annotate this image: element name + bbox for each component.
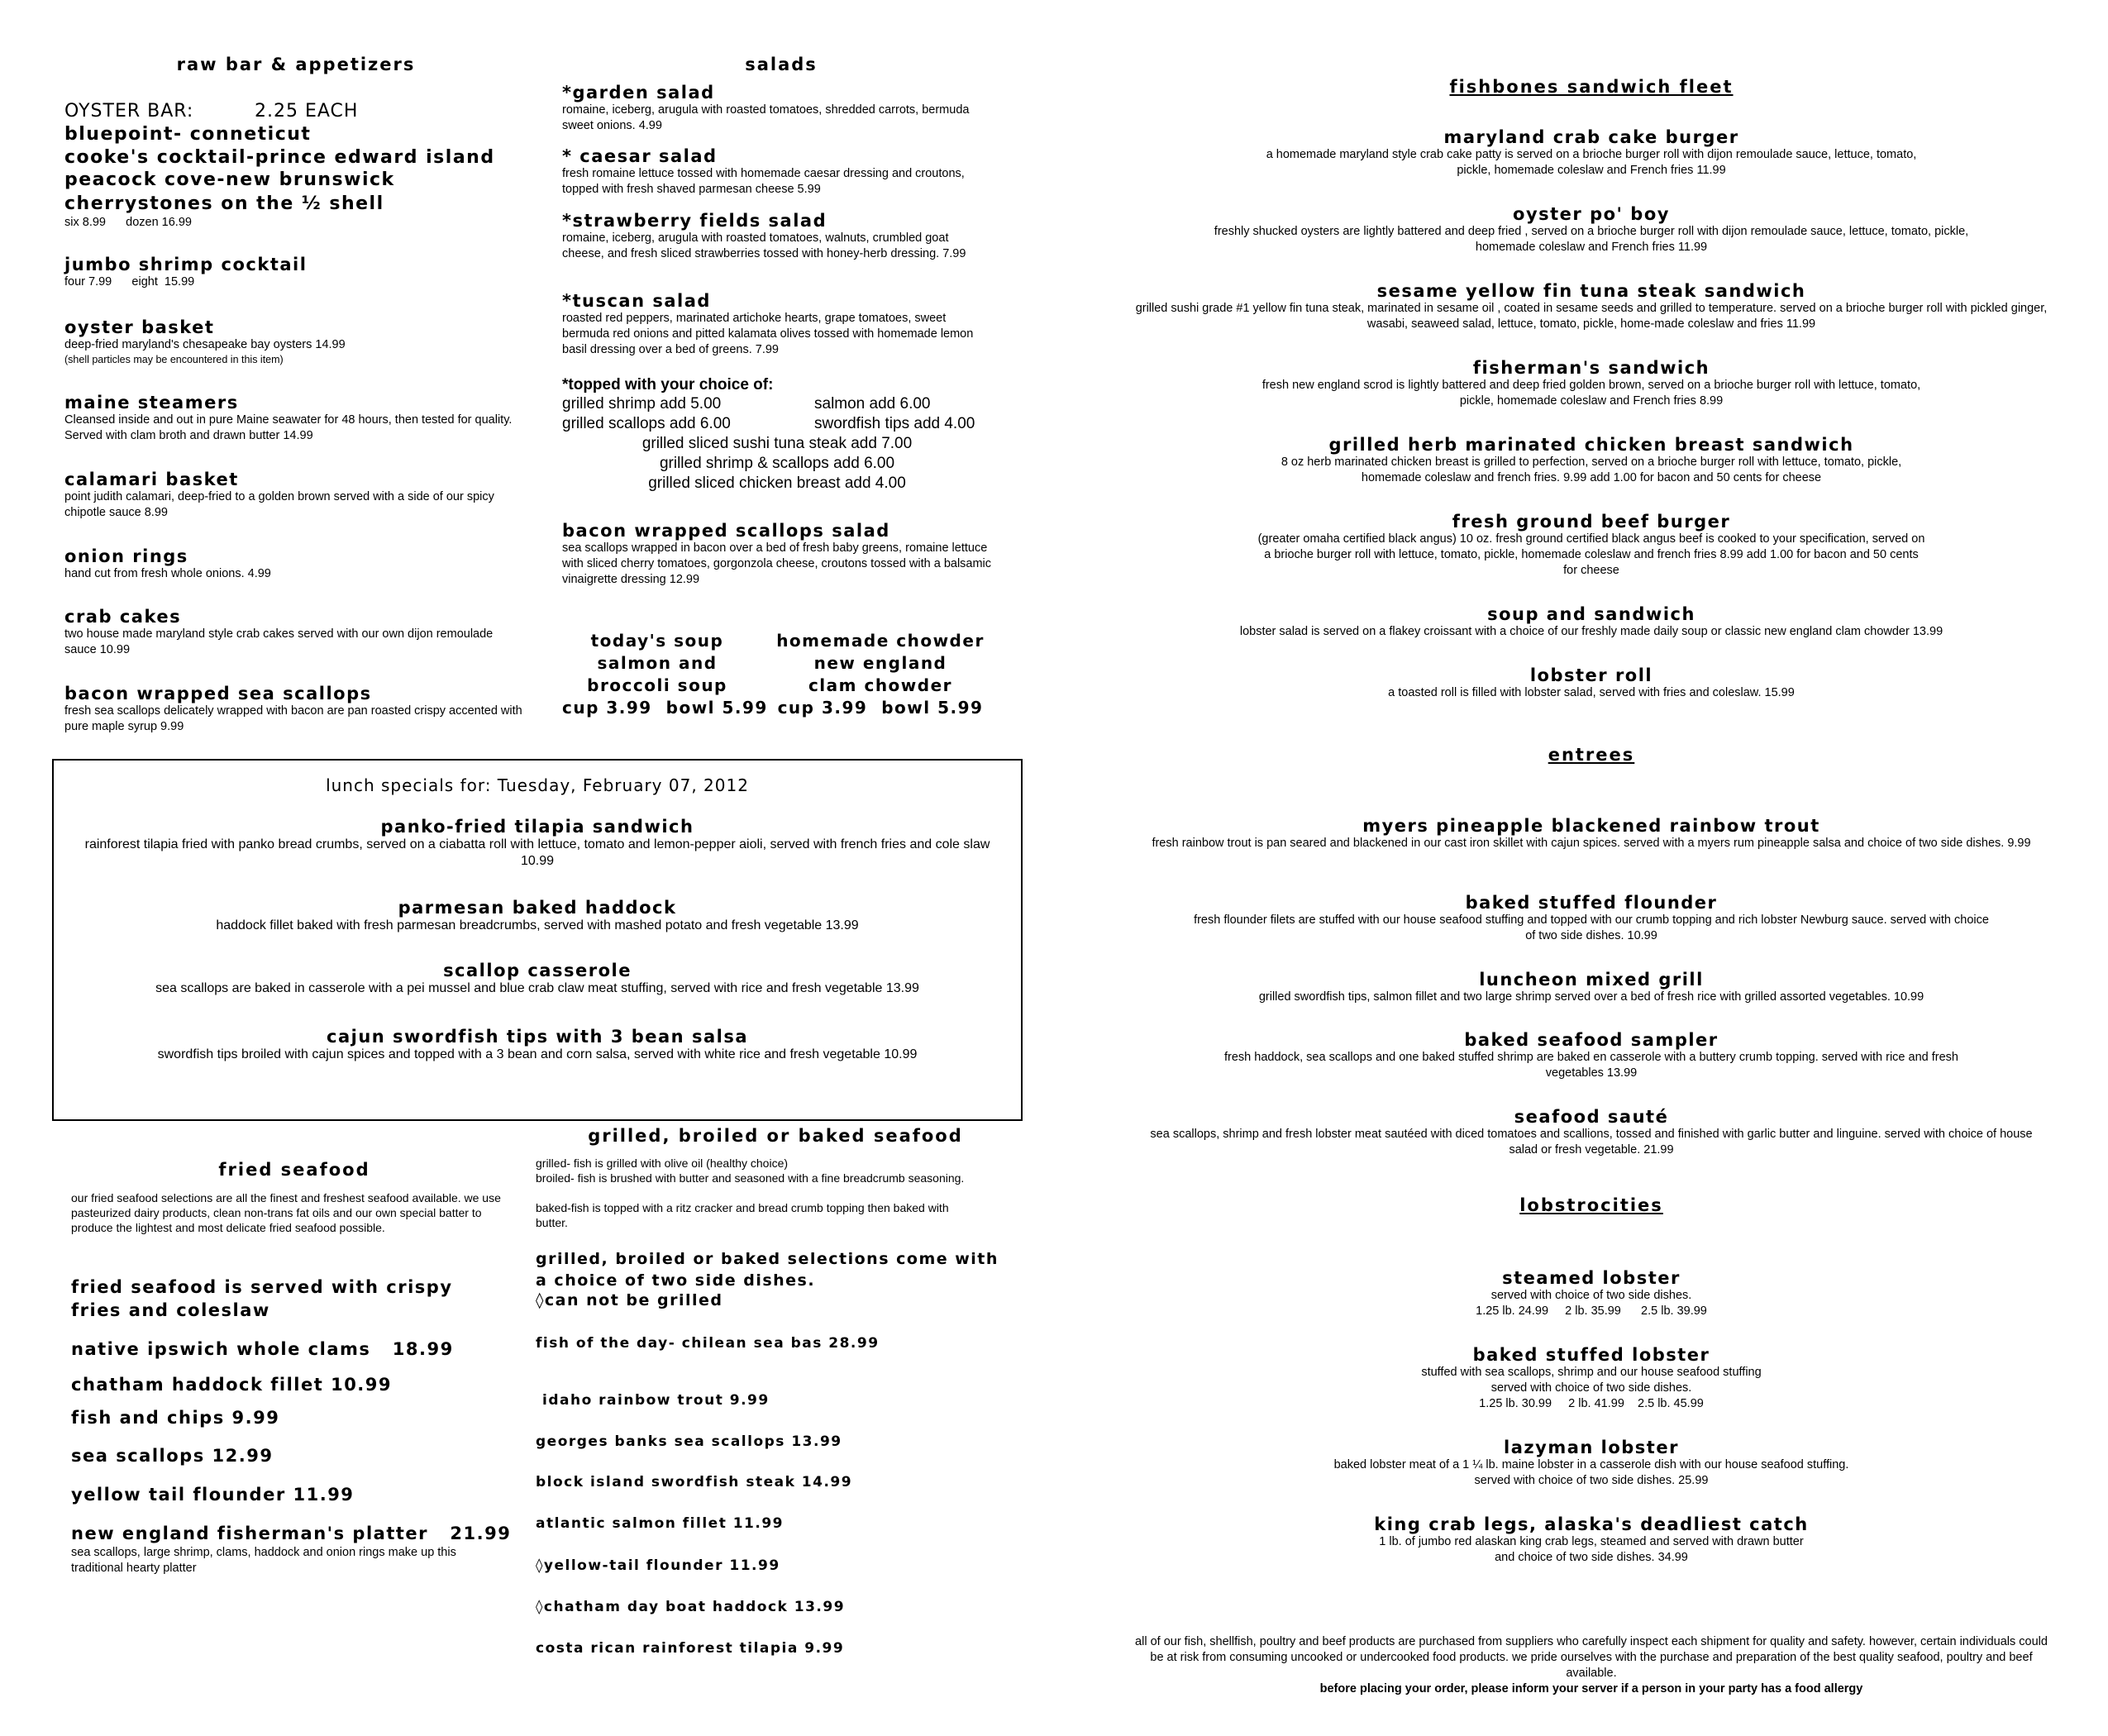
topping-item: salmon add 6.00 [814, 395, 931, 413]
oyster-bar-price: 2.25 EACH [255, 101, 359, 122]
appetizer-name: jumbo shrimp cocktail [64, 255, 308, 274]
lunch-special-desc: swordfish tips broiled with cajun spices and topped with a 3 bean and corn salsa, served with white rice and fresh vegetable 10.99 [157, 1047, 918, 1061]
appetizer-desc: point judith calamari, deep-fried to a golden brown served with a side of our spicy chipotle sauce 8.99 [64, 490, 494, 519]
grilled-item: ◊yellow-tail flounder 11.99 [536, 1557, 780, 1574]
salad-desc: romaine, iceberg, arugula with roasted tomatoes, walnuts, crumbled goat cheese, and fresh sliced strawberries tossed with honey-herb dressing. 7.99 [562, 231, 966, 260]
entree-name: baked seafood sampler [1464, 1030, 1719, 1050]
oyster-item: cooke's cocktail-prince edward island [64, 147, 495, 168]
sandwich-name: oyster po' boy [1513, 204, 1670, 224]
fried-seafood-intro: our fried seafood selections are all the finest and freshest seafood available. we use pasteurized dairy products, clean non-trans fat oils and our own special batter to produce the lightest and most delicate fried seafood possible. [71, 1191, 501, 1234]
lobster-item [1124, 1268, 2058, 1319]
appetizer-name: oyster basket [64, 317, 215, 337]
entree-name: baked stuffed flounder [1465, 893, 1718, 913]
lobster-name: lazyman lobster [1504, 1438, 1679, 1457]
entree-name: seafood sauté [1514, 1107, 1669, 1127]
lobster-line: 1.25 lb. 24.99 2 lb. 35.99 2.5 lb. 39.99 [1476, 1304, 1707, 1318]
entree-desc: sea scallops, shrimp and fresh lobster meat sautéed with diced tomatoes and scallions, tossed and finished with garlic butter and linguine. served with choice of house salad or fresh vegetable. 21.99 [1150, 1128, 2033, 1157]
entree-item [1124, 893, 2058, 944]
salad-item [562, 146, 992, 198]
grilled-note: baked-fish is topped with a ritz cracker and bread crumb topping then baked with butter. [536, 1201, 949, 1229]
oyster-item: bluepoint- conneticut [64, 124, 312, 145]
lunch-special-name: parmesan baked haddock [398, 898, 677, 918]
lobster-line: and choice of two side dishes. 34.99 [1495, 1551, 1688, 1564]
allergy-disclaimer [1124, 1634, 2058, 1697]
entree-name: myers pineapple blackened rainbow trout [1362, 816, 1820, 836]
grilled-item: fish of the day- chilean sea bas 28.99 [536, 1335, 880, 1352]
fried-item: fish and chips 9.99 [71, 1408, 280, 1428]
entrees-title: entrees [1548, 745, 1635, 765]
salad-name: *strawberry fields salad [562, 211, 827, 231]
grilled-item: costa rican rainforest tilapia 9.99 [536, 1640, 845, 1657]
entree-name: luncheon mixed grill [1479, 970, 1704, 990]
sandwich-desc: (greater omaha certified black angus) 10 oz. fresh ground certified black angus beef is cooked to your specification, served on a brioche burger roll with lettuce, tomato, pickle, homemade coleslaw and french fries 8.99 add 1.00 for bacon and 50 cents for cheese [1257, 532, 1925, 577]
sandwich-item [1124, 512, 2058, 579]
lobster-name: steamed lobster [1502, 1268, 1681, 1288]
appetizer-desc: two house made maryland style crab cakes served with our own dijon remoulade sauce 10.99 [64, 627, 494, 656]
entree-desc: fresh haddock, sea scallops and one baked stuffed shrimp are baked en casserole with a buttery crumb topping. served with rice and fresh vegetables 13.99 [1224, 1051, 1958, 1080]
sandwich-item [1124, 127, 2058, 179]
platter-desc: sea scallops, large shrimp, clams, haddock and onion rings make up this traditional hearty platter [71, 1546, 456, 1575]
fried-item: chatham haddock fillet 10.99 [71, 1375, 393, 1395]
cherrystone-prices: six 8.99 dozen 16.99 [64, 216, 192, 229]
lunch-special-name: panko-fried tilapia sandwich [380, 817, 694, 837]
oyster-bar-label: OYSTER BAR: [64, 101, 194, 122]
entree-desc: fresh flounder filets are stuffed with our house seafood stuffing and topped with our crumb topping and rich lobster Newburg sauce. served with choice of two side dishes. 10.99 [1194, 913, 1989, 942]
lunch-special-name: cajun swordfish tips with 3 bean salsa [327, 1027, 748, 1047]
fried-seafood-section [71, 1153, 534, 1600]
lobster-line: served with choice of two side dishes. [1490, 1381, 1692, 1395]
sandwich-fleet-title: fishbones sandwich fleet [1449, 77, 1734, 97]
sandwich-name: sesame yellow fin tuna steak sandwich [1376, 281, 1806, 301]
appetizer-item [64, 470, 527, 521]
chowder-line: new england [813, 653, 947, 673]
oyster-item: cherrystones on the ½ shell [64, 193, 384, 214]
lobster-line: served with choice of two side dishes. [1490, 1289, 1692, 1302]
fried-item: native ipswich whole clams 18.99 [71, 1339, 454, 1359]
topping-item: grilled sliced chicken breast add 4.00 [648, 475, 906, 492]
fried-seafood-title: fried seafood [218, 1160, 370, 1180]
salad-name: *garden salad [562, 83, 715, 103]
lobster-item [1124, 1514, 2058, 1566]
grilled-note: grilled- fish is grilled with olive oil (healthy choice) [536, 1157, 789, 1170]
entree-item [1124, 816, 2058, 851]
grilled-note: broiled- fish is brushed with butter and seasoned with a fine breadcrumb seasoning. [536, 1171, 965, 1185]
chowder-line: homemade chowder [776, 631, 985, 651]
appetizer-item [64, 684, 527, 735]
lunch-specials-box [52, 759, 1023, 1121]
salad-desc: sea scallops wrapped in bacon over a bed of fresh baby greens, romaine lettuce with sliced cherry tomatoes, gorgonzola cheese, croutons tossed with a balsamic vinaigrette dressing 12.99 [562, 541, 992, 586]
appetizer-name: bacon wrapped sea scallops [64, 684, 372, 703]
sandwich-name: lobster roll [1529, 665, 1653, 685]
lunch-specials-heading: lunch specials for: Tuesday, February 07, 2012 [326, 775, 749, 795]
sandwich-desc: grilled sushi grade #1 yellow fin tuna steak, marinated in sesame oil , coated in sesame seeds and grilled to temperature. served on a brioche burger roll with pickled ginger, wasabi, seaweed salad, lettuce, tomato, pickle, home-made coleslaw and fries 11.99 [1135, 302, 2048, 331]
appetizer-desc: four 7.99 eight 15.99 [64, 275, 195, 289]
lobster-line: 1 lb. of jumbo red alaskan king crab legs, steamed and served with drawn butter [1379, 1535, 1804, 1548]
cannot-grill-note: ◊can not be grilled [536, 1291, 723, 1309]
salad-desc: romaine, iceberg, arugula with roasted tomatoes, shredded carrots, bermuda sweet onions. 4.99 [562, 103, 970, 132]
toppings-title: *topped with your choice of: [562, 376, 774, 393]
sandwich-item [1124, 281, 2058, 332]
sandwich-desc: lobster salad is served on a flakey croissant with a choice of our freshly made daily soup or classic new england clam chowder 13.99 [1239, 625, 1943, 638]
salad-name: *tuscan salad [562, 291, 711, 311]
soup-line: salmon and [597, 653, 718, 673]
sandwich-name: grilled herb marinated chicken breast sandwich [1328, 435, 1854, 455]
appetizer-note: (shell particles may be encountered in this item) [64, 354, 284, 365]
grilled-item: georges banks sea scallops 13.99 [536, 1433, 842, 1450]
topping-item: grilled scallops add 6.00 [562, 415, 731, 432]
lunch-special-item [70, 1027, 1004, 1063]
sandwich-desc: 8 oz herb marinated chicken breast is grilled to perfection, served on a brioche burger roll with lettuce, tomato, pickle, homemade coleslaw and french fries. 9.99 add 1.00 for bacon and 50 cents for cheese [1281, 455, 1902, 484]
appetizer-name: onion rings [64, 546, 188, 566]
topping-item: grilled shrimp add 5.00 [562, 395, 722, 413]
chowder [769, 630, 992, 719]
lunch-special-desc: rainforest tilapia fried with panko bread crumbs, served on a ciabatta roll with lettuce, tomato and lemon-pepper aioli, served with french fries and cole slaw 10.99 [84, 837, 990, 868]
sandwich-item [1124, 435, 2058, 486]
appetizer-item [64, 255, 527, 290]
grilled-title: grilled, broiled or baked seafood [588, 1126, 963, 1146]
grilled-sides-note: grilled, broiled or baked selections come with a choice of two side dishes. [536, 1250, 999, 1290]
lobster-name: king crab legs, alaska's deadliest catch [1374, 1514, 1809, 1534]
sandwich-name: fisherman's sandwich [1472, 358, 1710, 378]
soup-line: broccoli soup [587, 675, 727, 695]
soup-line: today's soup [590, 631, 724, 651]
lobster-item [1124, 1438, 2058, 1489]
salad-name: bacon wrapped scallops salad [562, 521, 890, 541]
appetizer-desc: deep-fried maryland's chesapeake bay oysters 14.99 [64, 338, 346, 351]
lunch-special-desc: haddock fillet baked with fresh parmesan breadcrumbs, served with mashed potato and fresh vegetable 13.99 [216, 918, 859, 932]
topping-item: grilled sliced sushi tuna steak add 7.00 [641, 435, 913, 452]
disclaimer-text: all of our fish, shellfish, poultry and beef products are purchased from suppliers who carefully inspect each shipment for quality and safety. however, certain individuals could be at risk from consuming uncooked or undercooked food products. we pride ourselves with the purchase and preparation of the best quality seafood, poultry and beef available. [1135, 1635, 2048, 1680]
salad-desc: fresh romaine lettuce tossed with homemade caesar dressing and croutons, topped with fresh shaved parmesan cheese 5.99 [562, 167, 965, 196]
lobster-item [1124, 1345, 2058, 1412]
raw-bar-section [64, 51, 527, 746]
lobster-name: baked stuffed lobster [1472, 1345, 1710, 1365]
sandwich-item [1124, 358, 2058, 409]
appetizer-desc: fresh sea scallops delicately wrapped with bacon are pan roasted crispy accented with pure maple syrup 9.99 [64, 704, 522, 733]
grilled-item: atlantic salmon fillet 11.99 [536, 1515, 785, 1532]
lobster-line: 1.25 lb. 30.99 2 lb. 41.99 2.5 lb. 45.99 [1479, 1397, 1704, 1410]
appetizer-item [64, 393, 527, 444]
topping-item: grilled shrimp & scallops add 6.00 [659, 455, 895, 472]
appetizer-item [64, 546, 527, 582]
entree-item [1124, 1107, 2058, 1158]
sandwich-desc: a toasted roll is filled with lobster salad, served with fries and coleslaw. 15.99 [1388, 686, 1795, 699]
chowder-line: cup 3.99 bowl 5.99 [777, 698, 984, 718]
appetizer-desc: Cleansed inside and out in pure Maine seawater for 48 hours, then tested for quality. Served with clam broth and drawn butter 14.99 [64, 413, 513, 442]
sandwich-desc: a homemade maryland style crab cake patty is served on a brioche burger roll with dijon remoulade sauce, lettuce, tomato, pickle, homemade coleslaw and French fries 11.99 [1266, 148, 1917, 177]
appetizer-name: crab cakes [64, 607, 182, 627]
right-page [1124, 0, 2058, 1736]
appetizer-desc: hand cut from fresh whole onions. 4.99 [64, 567, 271, 580]
appetizer-name: maine steamers [64, 393, 239, 413]
lobstrocities-title: lobstrocities [1519, 1195, 1663, 1215]
salad-item [562, 211, 992, 262]
entree-desc: grilled swordfish tips, salmon fillet and two large shrimp served over a bed of fresh rice with grilled assorted vegetables. 10.99 [1258, 990, 1924, 1004]
salads-title: salads [745, 55, 818, 74]
lunch-special-item [70, 961, 1004, 997]
lobster-line: stuffed with sea scallops, shrimp and our house seafood stuffing [1421, 1366, 1762, 1379]
soup-of-day [562, 630, 768, 719]
fried-item: sea scallops 12.99 [71, 1446, 274, 1466]
lobster-line: baked lobster meat of a 1 ¼ lb. maine lobster in a casserole dish with our house seafood stuffing. [1333, 1458, 1849, 1471]
sandwich-name: maryland crab cake burger [1443, 127, 1739, 147]
entree-desc: fresh rainbow trout is pan seared and blackened in our cast iron skillet with cajun spices. served with a myers rum pineapple salsa and choice of two side dishes. 9.99 [1152, 837, 2031, 850]
sandwich-name: soup and sandwich [1487, 604, 1695, 624]
oyster-item: peacock cove-new brunswick [64, 169, 395, 190]
lunch-special-desc: sea scallops are baked in casserole with a pei mussel and blue crab claw meat stuffing, served with rice and fresh vegetable 13.99 [155, 981, 919, 995]
salad-item [562, 83, 992, 134]
sandwich-desc: freshly shucked oysters are lightly battered and deep fried , served on a brioche burger roll with dijon remoulade sauce, lettuce, tomato, pickle, homemade coleslaw and French fries 11.99 [1214, 225, 1969, 254]
entree-item [1124, 1030, 2058, 1081]
entree-item [1124, 970, 2058, 1005]
topping-item: swordfish tips add 4.00 [814, 415, 975, 432]
lobster-line: served with choice of two side dishes. 25.99 [1474, 1474, 1709, 1487]
salad-item [562, 291, 992, 358]
appetizer-item [64, 607, 527, 658]
salad-name: * caesar salad [562, 146, 718, 166]
sandwich-name: fresh ground beef burger [1452, 512, 1731, 532]
salad-desc: roasted red peppers, marinated artichoke hearts, grape tomatoes, sweet bermuda red onions and pitted kalamata olives tossed with homemade lemon basil dressing over a bed of greens. 7.99 [562, 312, 974, 356]
appetizer-name: calamari basket [64, 470, 239, 489]
chowder-line: clam chowder [808, 675, 953, 695]
grilled-item: ◊chatham day boat haddock 13.99 [536, 1599, 846, 1615]
soup-line: cup 3.99 bowl 5.99 [562, 698, 768, 718]
sandwich-item [1124, 204, 2058, 255]
appetizer-item [64, 317, 527, 366]
grilled-section [536, 1126, 1015, 1672]
sandwich-desc: fresh new england scrod is lightly battered and deep fried golden brown, served on a brioche burger roll with lettuce, tomato, pickle, homemade coleslaw and French fries 8.99 [1261, 379, 1921, 408]
fried-item: yellow tail flounder 11.99 [71, 1485, 355, 1505]
fried-item: new england fisherman's platter 21.99 [71, 1524, 512, 1543]
grilled-item: block island swordfish steak 14.99 [536, 1474, 853, 1490]
salad-item [562, 521, 992, 588]
raw-bar-title: raw bar & appetizers [176, 55, 416, 74]
allergy-warning: before placing your order, please inform your server if a person in your party has a food allergy [1319, 1682, 1863, 1695]
lunch-special-item [70, 817, 1004, 870]
sandwich-item [1124, 604, 2058, 640]
lunch-special-item [70, 898, 1004, 934]
fried-served-with: fried seafood is served with crispy fries and coleslaw [71, 1277, 453, 1320]
sandwich-item [1124, 665, 2058, 701]
salads-section [562, 51, 1000, 746]
grilled-item: idaho rainbow trout 9.99 [542, 1392, 770, 1409]
lunch-special-name: scallop casserole [443, 961, 632, 980]
